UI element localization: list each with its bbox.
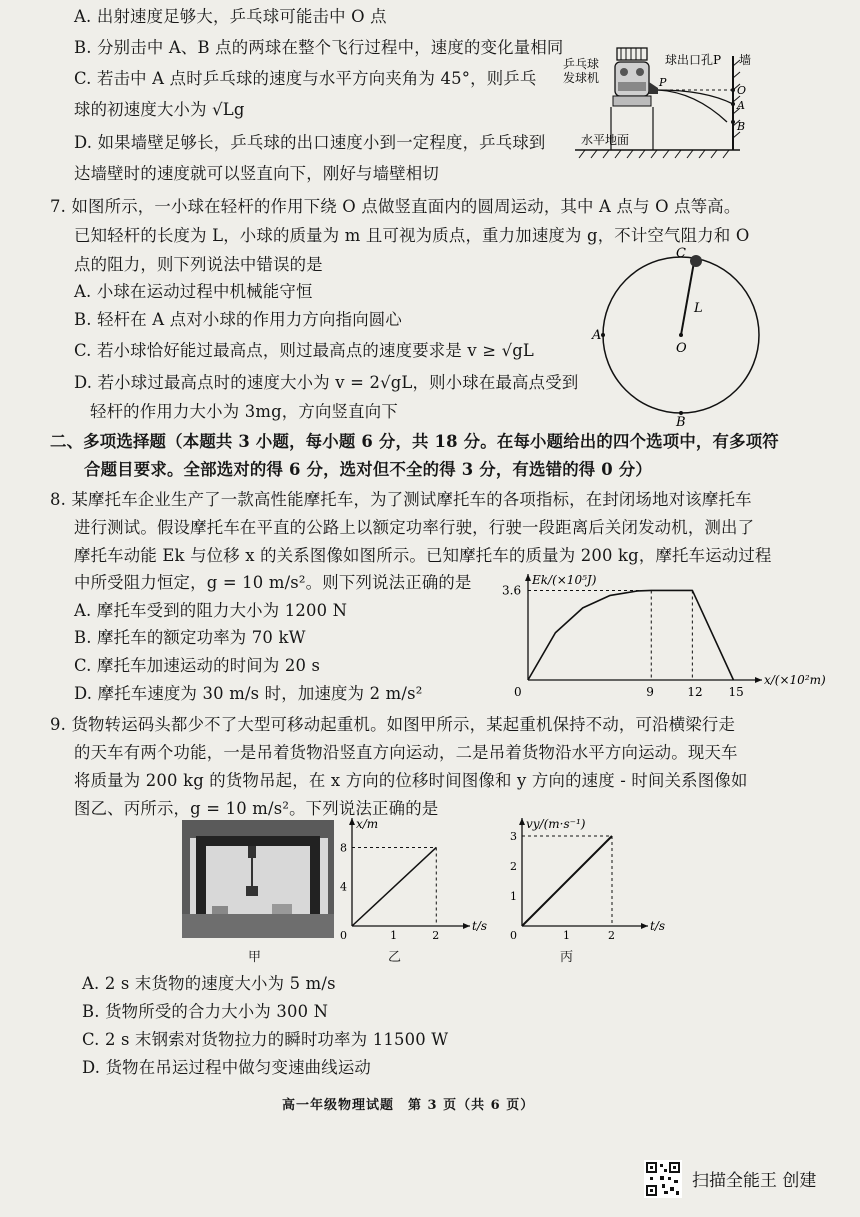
q8-option-b: B. 摩托车的额定功率为 70 kW — [74, 628, 306, 647]
rod-length-label: L — [694, 301, 703, 316]
launcher-label-2: 发球机 — [563, 71, 600, 85]
x-axis-arrow — [755, 677, 762, 683]
point-b-label: B — [676, 415, 686, 430]
q7-option-a: A. 小球在运动过程中机械能守恒 — [74, 282, 313, 301]
q8-stem-2: 进行测试。假设摩托车在平直的公路上以额定功率行驶，行驶一段距离后关闭发动机，测出了 — [74, 518, 755, 537]
trajectory-b — [658, 90, 727, 122]
x-t-chart — [330, 812, 490, 942]
section2-header-line1: 二、多项选择题（本题共 3 小题，每小题 6 分，共 18 分。在每小题给出的四个选项中，有多项符 — [50, 432, 779, 451]
q6-option-d-line2: 达墙壁时的速度就可以竖直向下，刚好与墙壁相切 — [74, 164, 439, 183]
q8-stem-1: 8. 某摩托车企业生产了一款高性能摩托车，为了测试摩托车的各项指标，在封闭场地对该摩托车 — [50, 490, 752, 509]
x-tick-label: 15 — [728, 685, 744, 699]
y-axis-arrow — [349, 818, 355, 825]
q7-option-d-line1: D. 若小球过最高点时的速度大小为 v = 2√gL，则小球在最高点受到 — [74, 373, 579, 392]
y-tick-label: 4 — [340, 880, 347, 894]
caption-jia: 甲 — [248, 950, 262, 965]
q9-option-b: B. 货物所受的合力大小为 300 N — [82, 1002, 329, 1021]
point-a-label: A — [592, 328, 602, 343]
q9-stem-3: 将质量为 200 kg 的货物吊起，在 x 方向的位移时间图像和 y 方向的速度 - 时间关系图像如 — [74, 771, 748, 790]
watermark-text: 扫描全能王 创建 — [692, 1171, 817, 1191]
crane-beam — [196, 836, 320, 846]
y-tick-label: 3 — [510, 830, 517, 843]
q7-option-c: C. 若小球恰好能过最高点，则过最高点的速度要求是 v ≥ √gL — [74, 341, 535, 360]
crane-photo — [182, 820, 334, 938]
outlet-label: 球出口孔P — [665, 53, 722, 67]
y-tick-label: 1 — [510, 890, 517, 903]
sky-area — [190, 838, 328, 914]
point-o-label: O — [676, 341, 687, 356]
y-axis-label: vy/(m·s⁻¹) — [526, 817, 586, 831]
x-axis-arrow — [463, 923, 470, 929]
x-tick-label: 9 — [646, 685, 654, 699]
launcher-stand — [613, 96, 651, 106]
point-b-label: B — [737, 120, 746, 133]
x-tick-label: 1 — [390, 929, 398, 942]
light-rod — [681, 262, 694, 335]
x-tick-label: 0 — [514, 685, 522, 699]
q7-option-b: B. 轻杆在 A 点对小球的作用力方向指向圆心 — [74, 310, 402, 329]
section2-header-line2: 合题目要求。全部选对的得 6 分，选对但不全的得 3 分，有选错的得 0 分） — [84, 460, 652, 479]
q8-stem-3: 摩托车动能 Ek 与位移 x 的关系图像如图所示。已知摩托车的质量为 200 kg，摩托车运动过程 — [74, 546, 772, 565]
q9-option-a: A. 2 s 末货物的速度大小为 5 m/s — [82, 974, 336, 993]
q8-option-c: C. 摩托车加速运动的时间为 20 s — [74, 656, 321, 675]
x-axis-label: t/s — [472, 919, 488, 933]
ball — [690, 255, 702, 267]
point-a-label: A — [737, 99, 745, 112]
vy-t-line — [522, 836, 612, 926]
caption-yi: 乙 — [388, 950, 402, 965]
ground-label: 水平地面 — [581, 133, 630, 147]
x-axis-arrow — [641, 923, 648, 929]
x-axis-label: x/(×10²m) — [764, 673, 826, 687]
y-axis-arrow — [519, 818, 525, 825]
ek-x-chart — [500, 566, 826, 702]
crane-leg-right — [310, 836, 320, 916]
y-axis-arrow — [525, 574, 531, 581]
qr-code-icon — [644, 1160, 682, 1198]
point-c-label: C — [676, 246, 686, 261]
q6-option-b: B. 分别击中 A、B 点的两球在整个飞行过程中，速度的变化量相同 — [74, 38, 564, 57]
q6-launcher-figure — [555, 42, 760, 170]
point-o-label: O — [737, 84, 747, 97]
q7-stem-2: 已知轻杆的长度为 L，小球的质量为 m 且可视为质点，重力加速度为 g，不计空气阻力和 O — [74, 226, 750, 245]
x-t-line — [352, 847, 436, 926]
q6-option-c-line2: 球的初速度大小为 √Lg — [74, 100, 245, 119]
q6-option-c-line1: C. 若击中 A 点时乒乓球的速度与水平方向夹角为 45°，则乒乓 — [74, 69, 537, 88]
q7-stem-3: 点的阻力，则下列说法中错误的是 — [74, 255, 323, 274]
q6-option-d-line1: D. 如果墙壁足够长，乒乓球的出口速度小到一定程度，乒乓球到 — [74, 133, 546, 152]
y-axis-label: Ek/(×10⁵J) — [532, 573, 597, 587]
y-tick-label: 2 — [510, 860, 517, 873]
x-tick-label: 0 — [340, 929, 347, 942]
q8-option-d: D. 摩托车速度为 30 m/s 时，加速度为 2 m/s² — [74, 684, 423, 703]
page-footer: 高一年级物理试题 第 3 页（共 6 页） — [282, 1098, 535, 1113]
q8-stem-4: 中所受阻力恒定，g = 10 m/s²。则下列说法正确的是 — [74, 573, 472, 592]
x-axis-label: t/s — [650, 919, 666, 933]
y-tick-label: 3.6 — [502, 583, 522, 598]
q9-option-d: D. 货物在吊运过程中做匀变速曲线运动 — [82, 1058, 372, 1077]
q6-option-a: A. 出射速度足够大，乒乓球可能击中 O 点 — [74, 7, 387, 26]
q9-stem-1: 9. 货物转运码头都少不了大型可移动起重机。如图甲所示，某起重机保持不动，可沿横梁行走 — [50, 715, 736, 734]
x-tick-label: 1 — [563, 929, 570, 942]
launcher-label-1: 乒乓球 — [563, 57, 600, 71]
vy-t-chart — [500, 812, 670, 942]
q9-stem-2: 的天车有两个功能，一是吊着货物沿竖直方向运动，二是吊着货物沿水平方向运动。现天车 — [74, 743, 738, 762]
trajectory-a — [658, 90, 733, 104]
q7-option-d-line2: 轻杆的作用力大小为 3mg，方向竖直向下 — [90, 402, 398, 421]
x-tick-label: 12 — [687, 685, 703, 699]
y-tick-label: 8 — [340, 841, 347, 855]
q9-option-c: C. 2 s 末钢索对货物拉力的瞬时功率为 11500 W — [82, 1030, 449, 1049]
q7-circle-figure — [588, 240, 778, 430]
ground-hatch — [579, 150, 729, 158]
x-tick-label: 0 — [510, 929, 517, 942]
caption-bing: 丙 — [560, 950, 574, 965]
point-p-label: P — [659, 76, 667, 89]
x-tick-label: 2 — [432, 929, 440, 942]
q9-stem-4: 图乙、丙所示，g = 10 m/s²。下列说法正确的是 — [74, 799, 439, 818]
launcher-nozzle — [649, 82, 658, 94]
wall-label: 墙 — [739, 53, 752, 67]
y-axis-label: x/m — [356, 817, 379, 831]
x-tick-label: 2 — [608, 929, 615, 942]
crane-leg-left — [196, 836, 206, 916]
ek-curve — [528, 590, 733, 680]
q8-option-a: A. 摩托车受到的阻力大小为 1200 N — [74, 601, 348, 620]
q7-stem-1: 7. 如图所示，一小球在轻杆的作用下绕 O 点做竖直面内的圆周运动，其中 A 点与 O 点等高。 — [50, 197, 741, 216]
scanner-watermark — [640, 1156, 850, 1202]
